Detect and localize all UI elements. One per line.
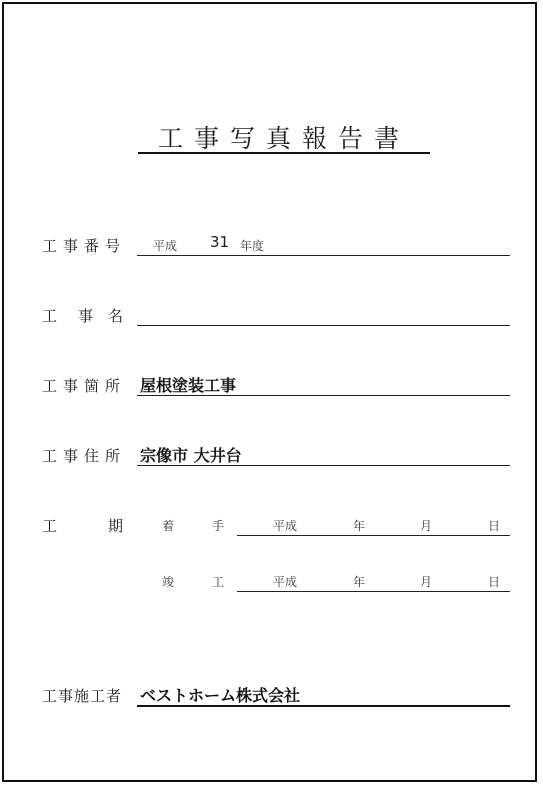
contractor-value: ベストホーム株式会社: [140, 686, 301, 705]
construction-number-year: 31: [210, 233, 230, 251]
construction-name-label-3: 名: [108, 307, 124, 325]
start-date-line: [237, 535, 510, 536]
end-year-unit: 年: [353, 575, 366, 589]
construction-location-label: 工事箇所: [42, 377, 127, 395]
construction-address-line: [137, 465, 510, 466]
end-month-unit: 月: [420, 575, 433, 589]
start-label-2: 手: [212, 519, 225, 533]
end-date-line: [237, 591, 510, 592]
construction-name-label-2: 事: [78, 307, 94, 325]
period-label-1: 工: [42, 517, 58, 535]
end-era: 平成: [273, 575, 298, 589]
start-label-1: 着: [162, 519, 175, 533]
construction-address-label: 工事住所: [42, 447, 127, 465]
title-underline: [138, 152, 430, 154]
construction-address-value: 宗像市 大井台: [140, 446, 242, 465]
start-year-unit: 年: [353, 519, 366, 533]
construction-name-label-1: 工: [42, 307, 58, 325]
document-title: 工事写真報告書: [157, 124, 410, 153]
period-label-2: 期: [108, 517, 124, 535]
end-day-unit: 日: [488, 575, 501, 589]
end-label-1: 竣: [162, 575, 175, 589]
start-day-unit: 日: [488, 519, 501, 533]
construction-number-line: [137, 255, 510, 256]
construction-number-era: 平成: [153, 239, 178, 253]
contractor-line: [137, 705, 510, 707]
construction-number-suffix: 年度: [240, 239, 265, 253]
construction-number-label: 工事番号: [42, 237, 127, 255]
start-era: 平成: [273, 519, 298, 533]
construction-location-line: [137, 395, 510, 396]
end-label-2: 工: [212, 575, 225, 589]
construction-name-line: [137, 325, 510, 326]
start-month-unit: 月: [420, 519, 433, 533]
construction-location-value: 屋根塗装工事: [140, 376, 237, 395]
contractor-label: 工事施工者: [42, 687, 123, 705]
